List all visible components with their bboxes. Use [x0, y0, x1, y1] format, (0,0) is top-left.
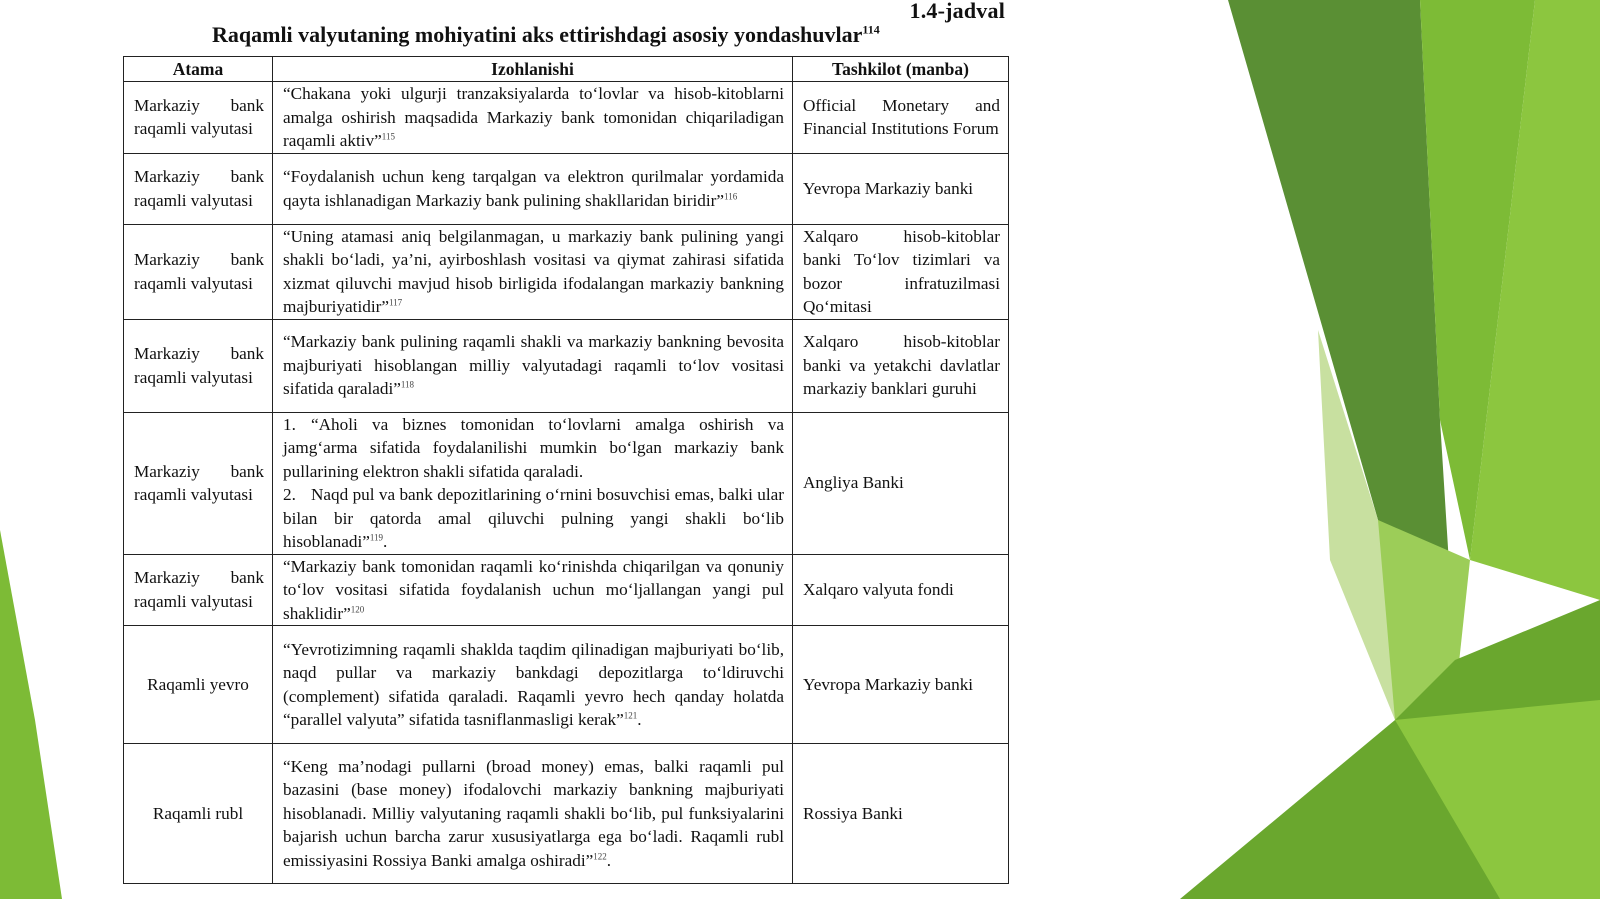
term-cell: Raqamli yevro [124, 626, 273, 744]
footnote-ref: 115 [381, 131, 395, 142]
description-cell [273, 554, 793, 626]
footnote-ref: 122 [593, 851, 607, 862]
table-title-text: Raqamli valyutaning mohiyatini aks ettirishdagi asosiy yondashuvlar [212, 22, 863, 47]
numbered-item [283, 413, 784, 484]
term-cell: Raqamli rubl [124, 744, 273, 884]
table-row [124, 224, 1009, 319]
footnote-ref: 120 [350, 603, 365, 614]
item-number: 1. [283, 414, 296, 434]
description-text: “Chakana yoki ulgurji tranzaksiyalarda to‘lovlar va hisob-kitoblarni amalga oshirish maqsadida Markaziy bank tomonidan chiqariladigan raqamli aktiv” [283, 84, 784, 150]
table-number: 1.4-jadval [909, 0, 1005, 23]
description-text: “Markaziy bank tomonidan raqamli ko‘rinishda chiqarilgan va qonuniy to‘lov vositasi sifatida foydalanish uchun mo‘ljallangan yangi pul shaklidir” [283, 556, 784, 623]
source-cell: Yevropa Markaziy banki [793, 626, 1009, 744]
item-number: 2. [283, 485, 296, 504]
numbered-item: 2. Naqd pul va bank depozitlarining o‘rnini bosuvchisi emas, balki ular bilan bir qatorda amal qiluvchi pulning yangi shakli bo‘lib hisoblanadi”$^{119}$. [283, 485, 784, 551]
term-cell: Markaziy bank raqamli valyutasi [124, 554, 273, 626]
header-source: Tashkilot (manba) [793, 57, 1009, 82]
term-cell: Markaziy bank raqamli valyutasi [124, 412, 273, 554]
footnote-ref: 117 [388, 297, 403, 308]
table-row [124, 412, 1009, 554]
table-row [124, 82, 1009, 154]
description-cell [273, 319, 793, 412]
table-row [124, 626, 1009, 744]
header-description: Izohlanishi [273, 57, 793, 82]
description-text: “Markaziy bank pulining raqamli shakli va markaziy bankning bevosita majburiyati hisoblangan milliy valyutadagi raqamli to‘lov vositasi sifatida qaraladi” [283, 332, 784, 399]
description-cell [273, 412, 793, 554]
table-title [212, 22, 1012, 48]
header-term: Atama [124, 57, 273, 82]
footnote-ref: 121 [623, 710, 638, 721]
source-cell: Angliya Banki [793, 412, 1009, 554]
source-cell: Xalqaro hisob-kitoblar banki va yetakchi davlatlar markaziy banklari guruhi [793, 319, 1009, 412]
source-cell: Rossiya Banki [793, 744, 1009, 884]
description-cell: “Keng ma’nodagi pullarni (broad money) emas, balki raqamli pul bazasini (base money) ifodalovchi markaziy bankning majburiyati hisoblanadi. Milliy valyutaning raqamli shakli bo‘lib, pul funksiyalarini bajarish uchun barcha zarur xususiyatlarga ega bo‘ladi. Raqamli rubl emissiyasini Rossiya Banki amalga oshiradi”$^{122}$. [273, 744, 793, 884]
source-cell: Xalqaro valyuta fondi [793, 554, 1009, 626]
table-row [124, 153, 1009, 224]
description-cell [273, 224, 793, 319]
footnote-ref: 118 [400, 379, 415, 390]
source-cell: Official Monetary and Financial Institutions Forum [793, 82, 1009, 154]
description-text: “Yevrotizimning raqamli shaklda taqdim qilinadigan majburiyati bo‘lib, naqd pullar va markaziy bankdagi depozitlarga to‘ldiruvchi (complement) sifatida qaraladi. Raqamli yevro hech qanday holatda “parallel valyuta” sifatida tasniflanmasligi kerak” [283, 639, 784, 729]
approaches-table [123, 56, 1009, 884]
description-text: “Uning atamasi aniq belgilanmagan, u markaziy bank pulining yangi shakli bo‘ladi, ya’ni, ayirboshlash vositasi va qiymat zahirasi sifatida xizmat qiluvchi mavjud hisob birligida ifodalangan markaziy bankning majburiyatidir” [283, 226, 784, 316]
description-cell [273, 82, 793, 154]
term-cell: Markaziy bank raqamli valyutasi [124, 224, 273, 319]
description-cell: “Yevrotizimning raqamli shaklda taqdim qilinadigan majburiyati bo‘lib, naqd pullar va markaziy bankdagi depozitlarga to‘ldiruvchi (complement) sifatida qaraladi. Raqamli yevro hech qanday holatda “parallel valyuta” sifatida tasniflanmasligi kerak”$^{121}$. [273, 626, 793, 744]
description-cell [273, 153, 793, 224]
source-cell: Xalqaro hisob-kitoblar banki To‘lov tizimlari va bozor infratuzilmasi Qo‘mitasi [793, 224, 1009, 319]
table-header-row [124, 57, 1009, 82]
title-footnote: 114 [862, 22, 880, 37]
source-cell: Yevropa Markaziy banki [793, 153, 1009, 224]
item-text: Naqd pul va bank depozitlarining o‘rnini bosuvchisi emas, balki ular bilan bir qatorda amal qiluvchi pulning yangi shakli bo‘lib hisoblanadi” [283, 485, 784, 551]
item-text: “Aholi va biznes tomonidan to‘lovlarni amalga oshirish va jamg‘arma sifatida foydalanilishi mumkin bo‘lgan markaziy bank pullarining elektron shakli sifatida qaraladi. [283, 414, 784, 481]
table-row [124, 744, 1009, 884]
term-cell: Markaziy bank raqamli valyutasi [124, 82, 273, 154]
footnote-ref: 116 [724, 190, 738, 201]
description-text: “Foydalanish uchun keng tarqalgan va elektron qurilmalar yordamida qayta ishlanadigan Markaziy bank pulining shakllaridan biridir” [283, 167, 784, 210]
term-cell: Markaziy bank raqamli valyutasi [124, 319, 273, 412]
description-text: “Keng ma’nodagi pullarni (broad money) emas, balki raqamli pul bazasini (base money) ifodalovchi markaziy bankning majburiyati hisoblanadi. Milliy valyutaning raqamli shakli bo‘lib, pul funksiyalarini bajarish uchun barcha zarur xususiyatlarga ega bo‘ladi. Raqamli rubl emissiyasini Rossiya Banki amalga oshiradi” [283, 756, 784, 870]
footnote-ref: 119 [369, 532, 384, 543]
table-row [124, 554, 1009, 626]
table-row [124, 319, 1009, 412]
term-cell: Markaziy bank raqamli valyutasi [124, 153, 273, 224]
